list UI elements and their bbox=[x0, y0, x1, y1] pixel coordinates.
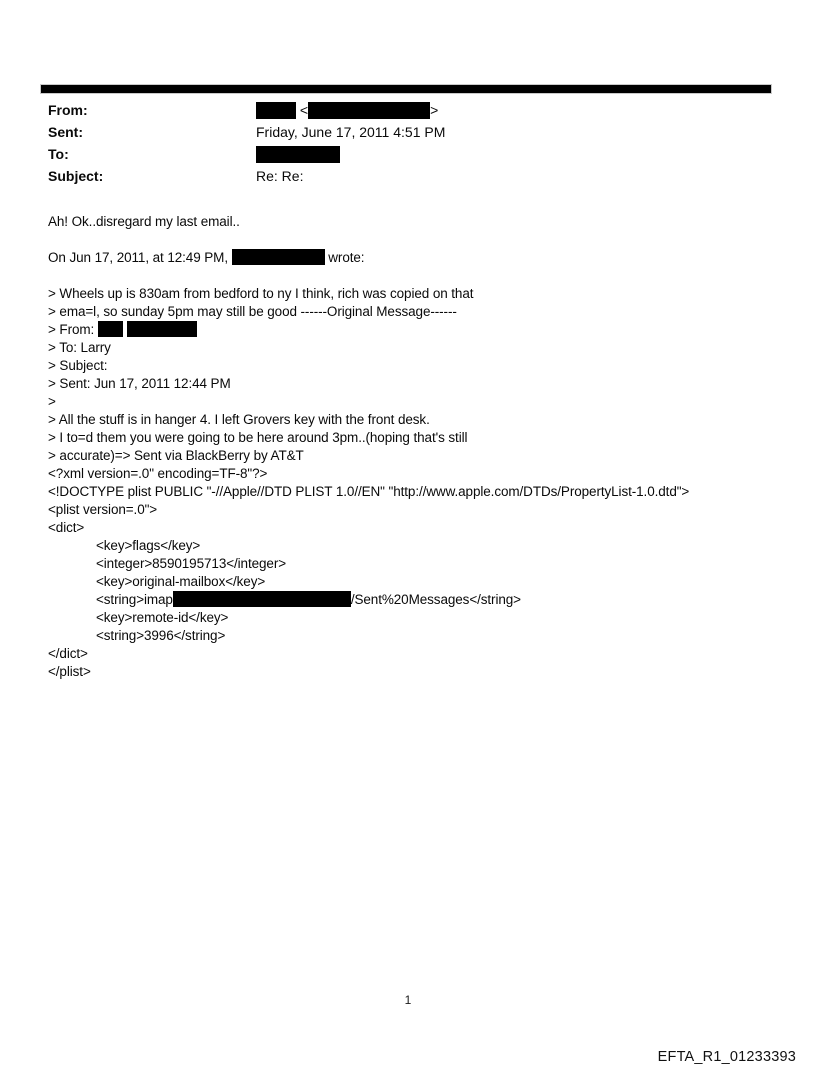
text-segment: /Sent%20Messages</string> bbox=[350, 592, 521, 607]
text-segment: <!DOCTYPE plist PUBLIC "-//Apple//DTD PLIST 1.0//EN" "http://www.apple.com/DTDs/PropertyList-1.0.dtd"> bbox=[48, 484, 690, 499]
body-line bbox=[48, 303, 788, 321]
bates-number: EFTA_R1_01233393 bbox=[657, 1049, 796, 1065]
header-row bbox=[48, 99, 768, 121]
body-line bbox=[48, 411, 788, 429]
text-segment: <integer>8590195713</integer> bbox=[96, 556, 287, 571]
text-segment: Ah! Ok..disregard my last email.. bbox=[48, 214, 240, 229]
body-line bbox=[48, 267, 788, 285]
text-segment: </dict> bbox=[48, 646, 88, 661]
header-label: To: bbox=[48, 146, 69, 162]
body-line bbox=[48, 573, 788, 591]
body-line bbox=[48, 357, 788, 375]
header-row bbox=[48, 165, 768, 187]
body-line bbox=[48, 609, 788, 627]
redaction-box bbox=[127, 321, 197, 337]
header-value bbox=[256, 99, 438, 121]
header-value bbox=[256, 146, 340, 163]
text-segment: <key>flags</key> bbox=[96, 538, 201, 553]
header-value bbox=[256, 165, 303, 187]
text-segment: wrote: bbox=[324, 250, 365, 265]
body-line bbox=[48, 519, 788, 537]
redaction-box bbox=[256, 146, 340, 163]
email-body bbox=[48, 213, 788, 681]
body-line bbox=[48, 339, 788, 357]
text-segment: Friday, June 17, 2011 4:51 PM bbox=[256, 124, 446, 140]
body-line bbox=[48, 249, 788, 267]
redaction-box bbox=[232, 249, 325, 265]
header-label: Sent: bbox=[48, 124, 83, 140]
body-line bbox=[48, 231, 788, 249]
body-line bbox=[48, 483, 788, 501]
body-line bbox=[48, 555, 788, 573]
text-segment: > bbox=[430, 102, 439, 118]
header-row bbox=[48, 121, 768, 143]
body-line bbox=[48, 465, 788, 483]
body-line bbox=[48, 321, 788, 339]
body-line bbox=[48, 393, 788, 411]
text-segment: < bbox=[296, 102, 309, 118]
text-segment: <string>3996</string> bbox=[96, 628, 226, 643]
text-segment: > From: bbox=[48, 322, 98, 337]
text-segment: > I to=d them you were going to be here around 3pm..(hoping that's still bbox=[48, 430, 468, 445]
text-segment: <key>remote-id</key> bbox=[96, 610, 229, 625]
body-line bbox=[48, 447, 788, 465]
text-segment: > Subject: bbox=[48, 358, 108, 373]
text-segment: On Jun 17, 2011, at 12:49 PM, bbox=[48, 250, 232, 265]
text-segment: > All the stuff is in hanger 4. I left Grovers key with the front desk. bbox=[48, 412, 430, 427]
body-line bbox=[48, 285, 788, 303]
body-line bbox=[48, 537, 788, 555]
header-divider-bar bbox=[41, 85, 771, 93]
header-label: Subject: bbox=[48, 168, 104, 184]
text-segment: > To: Larry bbox=[48, 340, 111, 355]
email-header bbox=[48, 99, 768, 187]
text-segment: > Sent: Jun 17, 2011 12:44 PM bbox=[48, 376, 231, 391]
text-segment: <string>imap bbox=[96, 592, 173, 607]
text-segment: <?xml version=.0" encoding=TF-8"?> bbox=[48, 466, 268, 481]
redaction-box bbox=[308, 102, 430, 119]
body-line bbox=[48, 213, 788, 231]
text-segment: <dict> bbox=[48, 520, 85, 535]
text-segment: Re: Re: bbox=[256, 168, 304, 184]
redaction-box bbox=[98, 321, 123, 337]
header-row bbox=[48, 143, 768, 165]
text-segment: <key>original-mailbox</key> bbox=[96, 574, 266, 589]
body-line bbox=[48, 501, 788, 519]
redaction-box bbox=[256, 102, 296, 119]
text-segment: <plist version=.0"> bbox=[48, 502, 158, 517]
redaction-box bbox=[173, 591, 351, 607]
body-line bbox=[48, 627, 788, 645]
header-label: From: bbox=[48, 102, 88, 118]
page-number: 1 bbox=[404, 993, 412, 1007]
body-line bbox=[48, 429, 788, 447]
text-segment: > bbox=[48, 394, 56, 409]
text-segment: </plist> bbox=[48, 664, 91, 679]
text-segment: > ema=l, so sunday 5pm may still be good ------Original Message------ bbox=[48, 304, 457, 319]
body-line bbox=[48, 375, 788, 393]
body-line bbox=[48, 663, 788, 681]
body-line bbox=[48, 645, 788, 663]
text-segment: > Wheels up is 830am from bedford to ny I think, rich was copied on that bbox=[48, 286, 474, 301]
text-segment: > accurate)=> Sent via BlackBerry by AT&T bbox=[48, 448, 304, 463]
body-line bbox=[48, 591, 788, 609]
header-value bbox=[256, 121, 445, 143]
